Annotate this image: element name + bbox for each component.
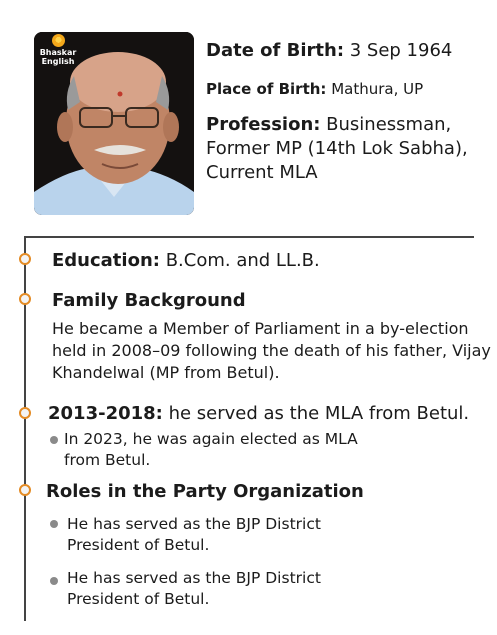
horizontal-divider [24,236,474,238]
role-item-1: He has served as the BJP District President of Betul. [67,515,321,554]
brand-logo [36,34,80,66]
timeline-dot [19,253,31,265]
term-bullet-text: In 2023, he was again elected as MLA from Betul. [64,430,358,469]
timeline-dot [19,484,31,496]
profile-photo [34,32,194,215]
timeline-dot [19,407,31,419]
logo-line-2: English [41,57,75,66]
dob-value: 3 Sep 1964 [344,40,453,61]
term-row [48,403,469,424]
education-row [52,250,320,271]
sun-logo-icon [52,34,65,47]
pob-label: Place of Birth: [206,80,327,98]
family-text: He became a Member of Parliament in a by-election held in 2008–09 following the death of his father, Vijay Khandelwal (MP from Betul). [52,319,491,382]
bullet-dot [50,436,58,444]
term-label: 2013-2018: [48,403,163,424]
place-of-birth [206,80,423,98]
profession [206,113,491,185]
bullet-dot [50,520,58,528]
term-value: he served as the MLA from Betul. [162,403,470,424]
roles-heading: Roles in the Party Organization [46,481,364,502]
education-value: B.Com. and LL.B. [159,250,320,271]
family-heading: Family Background [52,290,246,311]
education-label: Education: [52,250,160,271]
role-item-2: He has served as the BJP District President of Betul. [67,569,321,608]
bullet-dot [50,577,58,585]
pob-value: Mathura, UP [326,80,424,98]
logo-line-1: Bhaskar [39,48,77,57]
date-of-birth [206,40,452,61]
profession-label: Profession: [206,114,321,135]
profession-value: Businessman, Former MP (14th Lok Sabha), Current MLA [206,114,468,183]
timeline-dot [19,293,31,305]
dob-label: Date of Birth: [206,40,345,61]
